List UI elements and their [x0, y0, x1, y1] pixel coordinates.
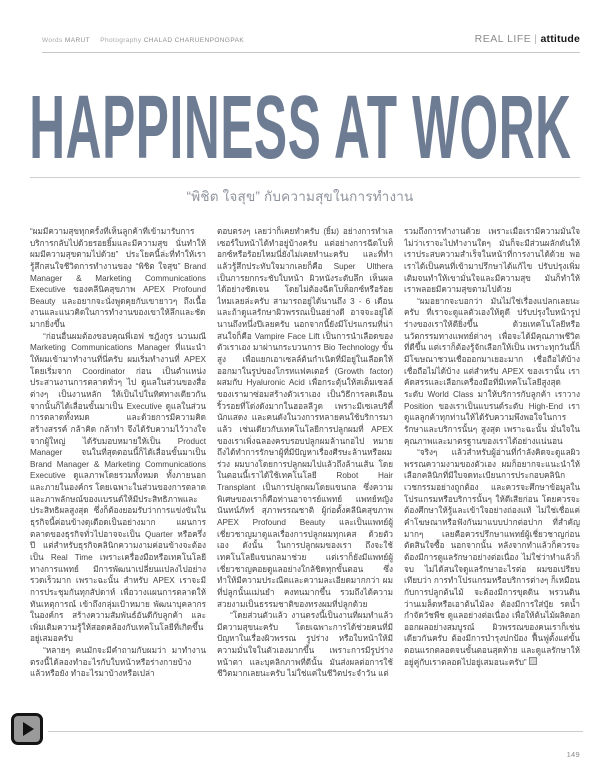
paragraph: ตอบตรงๆ เลยว่าก็เคยทำครับ (ยิ้ม) อย่างการทำเลเซอร์ใบหน้าได้ทำอยู่บ้างครับ แต่อย่างการฉีดโบท็อกซ์หรือร้อยไหมนี่ยังไม่เคยทำนะครับ และที่ทำแล้วรู้สึกประทับใจมากเลยก็คือ Super Ulthera เป็นการยกกระชับใบหน้า ผิวหนังระดับลึก เห็นผลได้อย่างชัดเจน โดยไม่ต้องฉีดโบท็อกซ์หรือร้อยไหมเลยล่ะครับ สามารถอยู่ได้นานถึง 3 - 6 เดือน และถ้าดูแลรักษาผิวพรรณเป็นอย่างดี อาจจะอยู่ได้นานถึงหนึ่งปีเลยครับ นอกจากนี้ยังมีโปรแกรมที่น่าสนใจก็คือ Vampire Face Lift เป็นการนำเลือดของตัวเราเอง มาผ่านกระบวนการ Bio Technology ขั้นสูง เพื่อแยกเอาเซลล์ต้นกำเนิดที่มีอยู่ในเลือดให้ออกมาในรูปของโกรทแฟคเตอร์ (Growth factor) ผสมกับ Hyaluronic Acid เพื่อกระตุ้นให้สเต็มเซลล์ของเรามาซ่อมสร้างตัวเราเอง เป็นวิธีการลดเลือนริ้วรอยที่โด่งดังมากในฮอลลีวูด เพราะมีเซเลบริตี้ นักแสดง และคนดังในวงการหลายคนใช้บริการมาแล้ว เช่นเดียวกับเทคโนโลยีการปลูกผมที่ APEX ของเราเพิ่งฉลองครบรอบปลูกผมล้านกอไป หมายถึงได้ทำการรักษาผู้ที่มีปัญหาเรื่องศีรษะล้านหรือผมร่วง ผมบางโดยการปลูกผมไปแล้วถึงล้านเส้น โดยในตอนนี้เราได้ใช้เทคโนโลยี Robot Hair Transplant เป็นการปลูกผมโดยแขนกล ซึ่งความพิเศษของเราก็คือท่านอาจารย์แพทย์ แพทย์หญิงนันทน์ภัทร์ สุภาพรรณชาติ ผู้ก่อตั้งคลีนิคสุขภาพ APEX Profound Beauty และเป็นแพทย์ผู้เชี่ยวชาญมาดูแลเรื่องการปลูกผมทุกเคส ด้วยตัวเอง ดังนั้น ในการปลูกผมของเรา ถึงจะใช้เทคโนโลยีแขนกลมาช่วย แต่เราก็ยังมีแพทย์ผู้เชี่ยวชาญคอยดูแลอย่างใกล้ชิดทุกขั้นตอน ซึ่งทำให้มีความประณีตและความละเอียดมากกว่า ผมที่ปลูกนั้นแม่นยำ คงทนมากขึ้น รวมถึงได้ความสวยงามเป็นธรรมชาติของทรงผมที่ปลูกด้วย	[217, 227, 393, 609]
paragraph: “ผมอยากจะบอกว่า มันไม่ใช่เรื่องแปลกเลยนะครับ ที่เราจะดูแลตัวเองให้ดูดี ปรับปรุงใบหน้ารูปร่างของเราให้ดียิ่งขึ้น ด้วยเทคโนโลยีหรือนวัตกรรมทางแพทย์ต่างๆ เพื่อจะได้มีคุณภาพชีวิตที่ดีขึ้น แต่เราก็ต้องรู้จักเลือกให้เป็น เพราะทุกวันนี้ก็มีโฆษณาชวนเชื่อออกมาเยอะมาก เชื่อถือได้บ้าง เชื่อถือไม่ได้บ้าง แต่สำหรับ APEX ของเรานั้น เราคัดสรรและเลือกเครื่องมือที่มีเทคโนโลยีสูงสุดระดับ World Class มาให้บริการกับลูกค้า เราวาง Position ของเราเป็นแบรนด์ระดับ High-End เราดูแลลูกค้าทุกท่านให้ได้รับความพึงพอใจในการรักษาและบริการนั้นๆ สูงสุด เพราะฉะนั้น มั่นใจในคุณภาพและมาตรฐานของเราได้อย่างแน่นอน	[404, 296, 580, 446]
masthead-separator: |	[534, 33, 538, 45]
masthead	[475, 33, 580, 45]
paragraph: รวมถึงการทำงานด้วย เพราะเมื่อเรามีความมั่นใจไม่ว่าเราจะไปทำงานใดๆ มันก็จะมีส่วนผลักดันให้เราประสบความสำเร็จในหน้าที่การงานได้ด้วย พอเราได้เป็นคนที่เข้ามาปรึกษาได้แก้ไข ปรับปรุงเพิ่มเติมจนทำให้เขามั่นใจและมีความสุข มันก็ทำให้เราพลอยมีความสุขตามไปด้วย	[404, 227, 580, 295]
words-label: Words	[42, 37, 63, 44]
article-headline: HAPPINESS AT WORK	[28, 77, 572, 178]
article-body	[30, 226, 580, 714]
paragraph: “ก่อนอื่นผมต้องขอบคุณพี่เอฟ ชฎังกูร นวนมณี Marketing Communications Manager ที่แนะนำให้ผมเข้ามาทำงานที่นี่ครับ ผมเริ่มทำงานที่ APEX โดยเริ่มจาก Coordinator ก่อน เป็นตำแหน่งประสานงานการตลาดทั่วๆ ไป ดูแลในส่วนของสื่อต่างๆ เป็นงานหลัก ให้เป็นไปในทิศทางเดียวกัน จากนั้นก็ได้เลื่อนขั้นมาเป็น Executive ดูแลในส่วนการตลาดทั้งหมด และด้วยการมีความคิดสร้างสรรค์ กล้าคิด กล้าทำ จึงได้รับความไว้วางใจจากผู้ใหญ่ ได้รับมอบหมายให้เป็น Product Manager จนในที่สุดตอนนี้ก็ได้เลื่อนขั้นมาเป็น Brand Manager & Marketing Communications Executive ดูแลภาพโดยรวมทั้งหมด ทั้งภายนอกและภายในองค์กร โดยเฉพาะในส่วนของการตลาดและภาพลักษณ์ของแบรนด์ให้มีประสิทธิภาพและประสิทธิผลสูงสุด ซึ่งก็ต้องยอมรับว่าการแข่งขันในธุรกิจนี้ค่อนข้างดุเดือดเป็นอย่างมาก แผนการตลาดของธุรกิจทั่วไปอาจจะเป็น Quarter หรือครึ่งปี แต่สำหรับธุรกิจคลินิกความงามค่อนข้างจะต้องเป็น Real Time เพราะเครื่องมือหรือเทคโนโลยีทางการแพทย์ มีการพัฒนาเปลี่ยนแปลงไปอย่างรวดเร็วมาก เพราะฉะนั้น สำหรับ APEX เราจะมีการประชุมกันทุกสัปดาห์ เพื่อวางแผนการตลาดให้ทันเหตุการณ์ เข้าถึงกลุ่มเป้าหมาย พัฒนาบุคลากรในองค์กร สร้างความสัมพันธ์อันดีกับลูกค้า และเพิ่มเติมความรู้ให้สอดคล้องกับเทคโนโลยีที่เกิดขึ้นอยู่เสมอครับ	[30, 331, 206, 644]
paragraph: “จริงๆ แล้วสำหรับผู้อ่านที่กำลังคิดจะดูแลผิวพรรณความงามของตัวเอง ผมก็อยากจะแนะนำให้เลือกคลินิกที่มีใบจดทะเบียนการประกอบคลินิกเวชกรรมอย่างถูกต้อง และควรจะศึกษาข้อมูลในโปรแกรมหรือบริการนั้นๆ ให้ดีเสียก่อน โดยควรจะต้องศึกษาให้รู้และเข้าใจอย่างถ่องแท้ ไม่ใช่เชื่อแค่คำโฆษณาหรือฟังกันมาแบบปากต่อปาก ที่สำคัญมากๆ เลยคือควรปรึกษาแพทย์ผู้เชี่ยวชาญก่อนตัดสินใจซื้อ นอกจากนั้น หลังจากทำแล้วก็ควรจะต้องมีการดูแลรักษาอย่างต่อเนื่อง ไม่ใช่ว่าทำแล้วก็จบ ไม่ได้สนใจดูแลรักษาอะไรต่อ ผมขอเปรียบเทียบว่า การทำโปรแกรมหรือบริการต่างๆ ก็เหมือนกับการปลูกต้นไม้ จะต้องมีการขุดดิน พรวนดิน ว่านเมล็ดหรือเอาต้นไม้ลง ต้องมีการใส่ปุ๋ย รดน้ำ กำจัดวัชพืช ดูแลอย่างต่อเนื่อง เพื่อให้ต้นไม้ผลิดอกออกผลอย่างสมบูรณ์ ผิวพรรณของคนเราก็เช่นเดียวกันครับ ต้องมีการบำรุงปกป้อง ฟื้นฟูตั้งแต่ขั้นตอนแรกตลอดจนขั้นตอนสุดท้าย และดูแลรักษาให้อยู่คู่กับเราตลอดไปอยู่เสมอนะครับ”	[404, 448, 580, 667]
byline-credits	[42, 37, 252, 44]
headline-wrap	[0, 78, 600, 178]
section-name: REAL LIFE	[474, 33, 532, 45]
page-header	[42, 33, 580, 45]
text-column-1	[30, 226, 206, 714]
photography-label: Photography	[100, 37, 142, 44]
header-rule	[42, 52, 580, 53]
text-column-3	[404, 226, 580, 714]
words-author: MARUT	[64, 37, 90, 44]
paragraph: “โดยส่วนตัวแล้ว งานตรงนี้เป็นงานที่ผมทำแล้วมีความสุขนะครับ โดยเฉพาะการได้ช่วยคนที่มีปัญหาในเรื่องผิวพรรณ รูปร่าง หรือใบหน้าให้มีความมั่นใจในตัวเองมากขึ้น เพราะการมีรูปร่างหน้าตา และบุคลิกภาพที่ดีนั้น มันส่งผลต่อการใช้ชีวิตมากเลยนะครับ ไม่ใช่แค่ในชีวิตประจำวัน แต่	[217, 611, 393, 679]
play-triangle-icon	[23, 722, 34, 736]
paragraph: “ผมมีความสุขทุกครั้งที่เห็นลูกค้าที่เข้ามารับการบริการกลับไปด้วยรอยยิ้มและมีความสุข นั่นทำให้ผมมีความสุขตามไปด้วย” ประโยคนี้ล่ะที่ทำให้เรารู้สึกสนใจชีวิตการทำงานของ “พิชิต ใจสุข” Brand Manager & Marketing Communications Executive ของคลีนิคสุขภาพ APEX Profound Beauty และอยากจะนั่งพูดคุยกับเขายาวๆ ถึงเนื้องานและแนวคิดในการทำงานของเขาให้ลึกและชัดมากยิ่งขึ้น	[30, 227, 206, 330]
end-of-article-icon	[529, 657, 537, 665]
footer-rule	[48, 731, 583, 732]
paragraph: “หลายๆ คนมักจะมีคำถามกับผมว่า มาทำงานตรงนี้ได้ลองทำอะไรกับใบหน้าหรือร่างกายบ้างแล้วหรือยัง ทำอะไรมาบ้างหรือเปล่า	[30, 646, 206, 679]
headline-divider	[30, 177, 580, 178]
magazine-name: attitude	[540, 33, 580, 45]
article-subtitle: “พิชิต ใจสุข” กับความสุขในการทำงาน	[186, 189, 414, 204]
text-column-2	[217, 226, 393, 714]
page-number: 149	[566, 750, 580, 759]
photographer-name: CHALAD CHARUENPONGPAK	[143, 37, 245, 44]
play-logo-icon	[11, 713, 43, 745]
